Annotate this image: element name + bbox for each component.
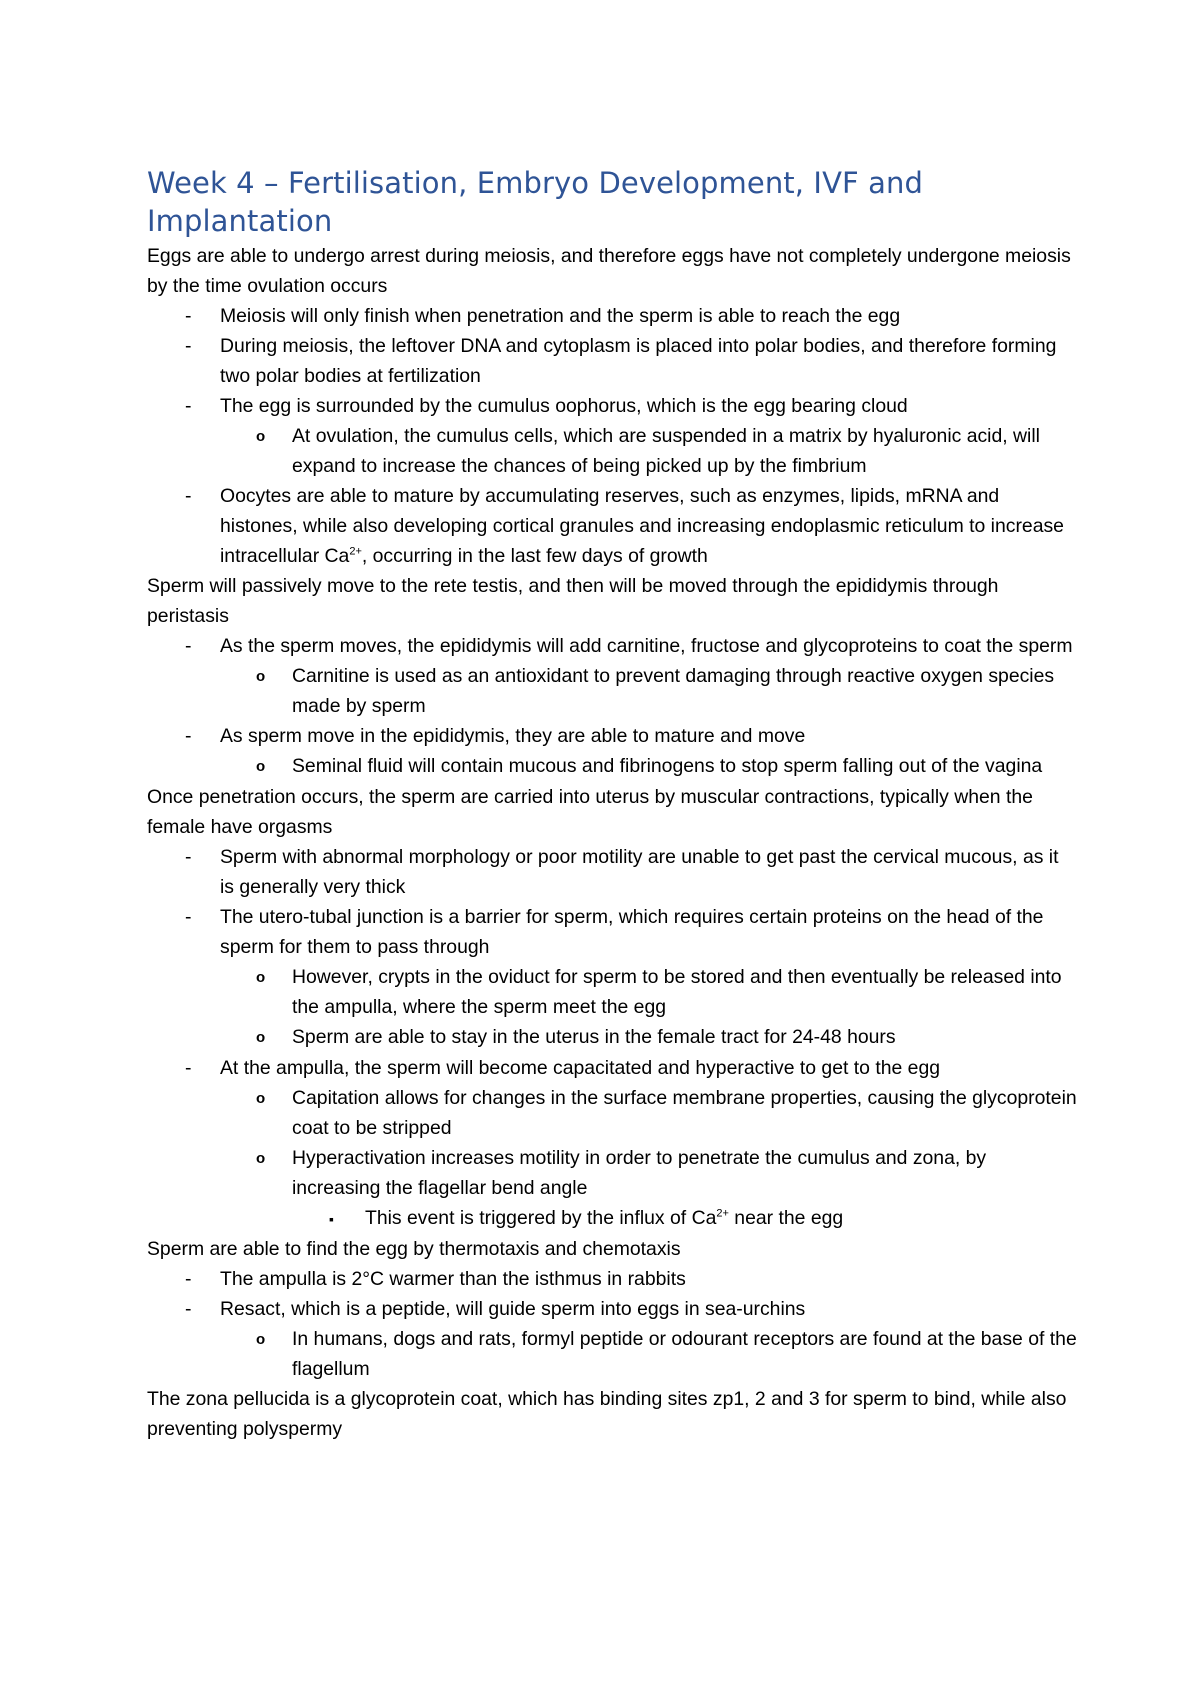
text-run: Resact, which is a peptide, will guide sperm into eggs in sea-urchins <box>220 1298 806 1320</box>
text-run: The ampulla is 2°C warmer than the isthmus in rabbits <box>220 1268 686 1290</box>
list-item-level-1 <box>147 842 1077 902</box>
list-item-text <box>292 1083 1077 1143</box>
circle-bullet-icon: o <box>256 668 266 685</box>
paragraph <box>147 1384 1077 1444</box>
list-item-level-1 <box>147 1264 1077 1294</box>
dash-bullet: - <box>185 725 192 747</box>
dash-bullet: - <box>185 1268 192 1290</box>
list-item-level-1 <box>147 1294 1077 1324</box>
document-body <box>147 241 1077 1444</box>
text-run: near the egg <box>728 1207 844 1229</box>
list-item-text <box>292 661 1077 721</box>
dash-bullet: - <box>185 635 192 657</box>
list-item-text <box>220 631 1077 661</box>
document-title: Week 4 – Fertilisation, Embryo Development, IVF and Implantation <box>147 166 923 238</box>
text-run: At the ampulla, the sperm will become capacitated and hyperactive to get to the egg <box>220 1057 941 1079</box>
text-run: In humans, dogs and rats, formyl peptide or odourant receptors are found at the base of the flagellum <box>292 1328 1077 1380</box>
text-run: Oocytes are able to mature by accumulating reserves, such as enzymes, lipids, mRNA and histones, while also developing cortical granules and increasing endoplasmic reticulum to increase intracellular Ca <box>220 485 1064 567</box>
list-item-text <box>220 301 1077 331</box>
list-item-level-2 <box>147 421 1077 481</box>
list-item-text <box>292 1143 1077 1203</box>
text-run: The egg is surrounded by the cumulus oophorus, which is the egg bearing cloud <box>220 395 908 417</box>
list-item-level-3 <box>147 1203 1077 1234</box>
list-item-level-1 <box>147 481 1077 571</box>
list-item-text <box>220 481 1077 571</box>
list-item-text <box>292 962 1077 1022</box>
circle-bullet-icon: o <box>256 1090 266 1107</box>
paragraph <box>147 782 1077 842</box>
list-item-text <box>365 1203 1077 1234</box>
list-item-level-2 <box>147 751 1077 782</box>
text-run: Capitation allows for changes in the surface membrane properties, causing the glycoprotein coat to be stripped <box>292 1087 1077 1139</box>
document-page <box>147 164 1077 1444</box>
text-run: Once penetration occurs, the sperm are carried into uterus by muscular contractions, typically when the female have orgasms <box>147 786 1033 838</box>
text-run: During meiosis, the leftover DNA and cytoplasm is placed into polar bodies, and therefore forming two polar bodies at fertilization <box>220 335 1057 387</box>
list-item-text <box>292 421 1077 481</box>
circle-bullet-icon: o <box>256 1029 266 1046</box>
list-item-level-1 <box>147 331 1077 391</box>
dash-bullet: - <box>185 395 192 417</box>
list-item-level-2 <box>147 661 1077 721</box>
text-run: Eggs are able to undergo arrest during meiosis, and therefore eggs have not completely undergone meiosis by the time ovulation occurs <box>147 245 1071 297</box>
list-item-level-1 <box>147 902 1077 962</box>
list-item-level-2 <box>147 1143 1077 1203</box>
circle-bullet-icon: o <box>256 1150 266 1167</box>
paragraph <box>147 571 1077 631</box>
list-item-level-2 <box>147 1324 1077 1384</box>
list-item-level-1 <box>147 391 1077 421</box>
list-item-level-1 <box>147 1053 1077 1083</box>
list-item-text <box>292 1022 1077 1053</box>
list-item-level-2 <box>147 1022 1077 1053</box>
list-item-level-1 <box>147 301 1077 331</box>
dash-bullet: - <box>185 1298 192 1320</box>
circle-bullet-icon: o <box>256 1331 266 1348</box>
paragraph <box>147 1234 1077 1264</box>
list-item-text <box>220 902 1077 962</box>
text-run: Carnitine is used as an antioxidant to prevent damaging through reactive oxygen species made by sperm <box>292 665 1055 717</box>
dash-bullet: - <box>185 305 192 327</box>
list-item-level-1 <box>147 721 1077 751</box>
text-run: However, crypts in the oviduct for sperm to be stored and then eventually be released into the ampulla, where the sperm meet the egg <box>292 966 1062 1018</box>
text-run: Meiosis will only finish when penetration and the sperm is able to reach the egg <box>220 305 901 327</box>
list-item-level-2 <box>147 962 1077 1022</box>
list-item-text <box>220 721 1077 751</box>
dash-bullet: - <box>185 1057 192 1079</box>
list-item-level-2 <box>147 1083 1077 1143</box>
text-run: As the sperm moves, the epididymis will add carnitine, fructose and glycoproteins to coat the sperm <box>220 635 1073 657</box>
list-item-text <box>220 331 1077 391</box>
text-run: Sperm with abnormal morphology or poor motility are unable to get past the cervical mucous, as it is generally very thick <box>220 846 1059 898</box>
list-item-text <box>220 1294 1077 1324</box>
text-run: Sperm are able to stay in the uterus in the female tract for 24-48 hours <box>292 1026 896 1048</box>
text-run: Seminal fluid will contain mucous and fibrinogens to stop sperm falling out of the vagina <box>292 755 1043 777</box>
list-item-text <box>292 1324 1077 1384</box>
text-run: , occurring in the last few days of growth <box>361 545 708 567</box>
dash-bullet: - <box>185 906 192 928</box>
text-run: Sperm will passively move to the rete testis, and then will be moved through the epididymis through peristasis <box>147 575 999 627</box>
text-run: This event is triggered by the influx of Ca <box>365 1207 717 1229</box>
list-item-text <box>220 391 1077 421</box>
text-run: As sperm move in the epididymis, they are able to mature and move <box>220 725 806 747</box>
text-run: The utero-tubal junction is a barrier for sperm, which requires certain proteins on the head of the sperm for them to pass through <box>220 906 1044 958</box>
circle-bullet-icon: o <box>256 758 266 775</box>
list-item-text <box>220 1053 1077 1083</box>
paragraph <box>147 241 1077 301</box>
circle-bullet-icon: o <box>256 969 266 986</box>
text-run: Sperm are able to find the egg by thermotaxis and chemotaxis <box>147 1238 681 1260</box>
dash-bullet: - <box>185 335 192 357</box>
text-run: Hyperactivation increases motility in order to penetrate the cumulus and zona, by increasing the flagellar bend angle <box>292 1147 987 1199</box>
list-item-text <box>220 842 1077 902</box>
superscript: 2+ <box>349 545 362 558</box>
list-item-text <box>292 751 1077 782</box>
superscript: 2+ <box>716 1207 729 1220</box>
dash-bullet: - <box>185 485 192 507</box>
dash-bullet: - <box>185 846 192 868</box>
text-run: The zona pellucida is a glycoprotein coat, which has binding sites zp1, 2 and 3 for sperm to bind, while also preventing polyspermy <box>147 1388 1067 1440</box>
list-item-level-1 <box>147 631 1077 661</box>
square-bullet-icon: ▪ <box>329 1211 334 1227</box>
circle-bullet-icon: o <box>256 428 266 445</box>
list-item-text <box>220 1264 1077 1294</box>
text-run: At ovulation, the cumulus cells, which are suspended in a matrix by hyaluronic acid, will expand to increase the chances of being picked up by the fimbrium <box>292 425 1040 477</box>
